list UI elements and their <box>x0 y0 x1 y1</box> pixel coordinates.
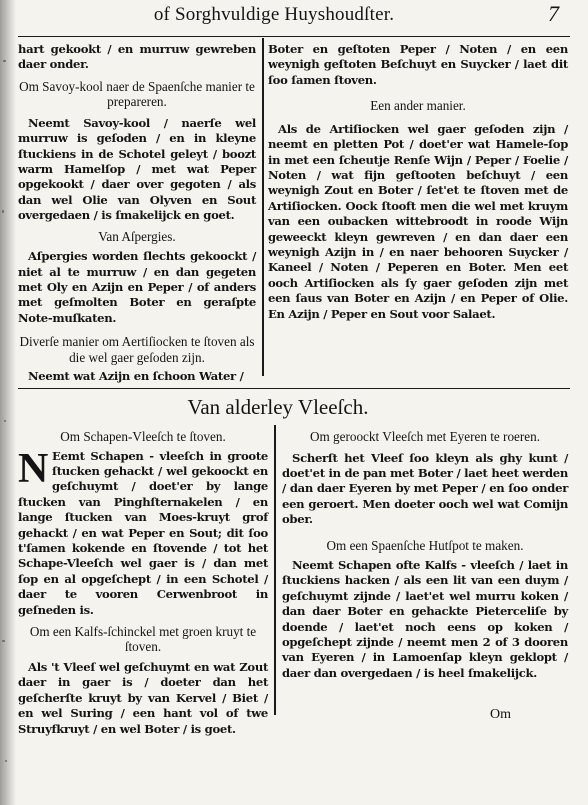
column-divider-top <box>262 38 264 376</box>
section-rule <box>18 388 570 389</box>
main-heading-text: Van alderley Vleeſch. <box>187 395 369 419</box>
section-heading: Om Schapen-Vleeſch te ſtoven. <box>60 429 226 444</box>
page-number: 7 <box>548 1 559 26</box>
header-rule <box>18 36 570 37</box>
section-heading: Om geroockt Vleeſch met Eyeren te roeren. <box>309 429 541 444</box>
section-body: Als de Artiſiocken wel gaer geſoden zijn / neemt en pletten Pot / doet'er wat Hamele-ſop in met een ſcheutje Renſe Wijn / Peper / Foelie / Noten / wat fijn geſtooten beſchuyt / een weynigh Zout en Boter / ſet'et te ſtoven met de Artiſiocken. Oock ſtooft men die wel met kruym van een oubacken wittebroodt in roode Wijn geweeckt kleyn gewreven / en dan daer een weynigh Azijn in / en naer behooren Suycker / Kaneel / Noten / Peperen en Boter. Men eet ooch Artiſiocken als ſy gaer geſoden zijn met een ſaus van Boter en Azijn / en Peper of Olie. En Azijn / Peper en Sout voor Salaet. <box>268 121 568 321</box>
section-body: Neemt Savoy-kool / naerſe wel murruw is geſoden / en in kleyne ſtuckiens in de Schotel geleyt / boozt warm Hamelſop / met wat Peper opgekookt / daer over gegoten / als dan wel Olie van Olyven en Sout overgedaen / is ſmakelijck en goet. <box>18 115 256 223</box>
section-heading: Een ander manier. <box>370 98 466 114</box>
running-title: of Sorghvuldige Huyshoudſter. <box>153 4 395 25</box>
section-body: Neemt wat Azijn en ſchoon Water / <box>28 369 244 384</box>
section-heading: Om Savoy-kool naer de Spaenſche manier te prepareren. <box>19 78 255 110</box>
section-heading: Van Aſpergies. <box>98 228 176 244</box>
paper-speck <box>3 60 6 62</box>
section-heading: Diverſe manier om Aertiſiocken te ſtoven als die wel gaer geſoden zijn. <box>19 334 255 365</box>
bottom-right-column <box>282 429 568 681</box>
paper-speck <box>2 640 5 642</box>
section-body: Neemt Schapen ofte Kalfs - vleeſch / laet in ſtuckiens hacken / als een lit van een duym / geſchuymt zijnde / laet'et wel murru koken / dan daer Boter en gehackte Pieterceliſe by doende / laet'et noch eens op koken / opgeſchept zijnde / neemt men 2 of 3 dooren van Eyeren / in Lamoenſap kleyn geklopt / daer dan overgedaen / is heel ſmakelijck. <box>282 558 568 680</box>
section-body: Als 't Vleeſ wel geſchuymt en wat Zout daer in gaer is / doeter dan het geſcherſte kruyt by van Kervel / Biet / en wel Suring / een hant vol of twe Struyfkruyt / en wel Boter / is goet. <box>18 659 268 736</box>
paper-speck <box>4 420 6 422</box>
section-body: Aſpergies worden ſlechts gekoockt / niet al te murruw / en dan gegeten met Oly en Azijn en Peper / of anders met geſmolten Boter en geraſpte Note-muſkaten. <box>18 249 256 325</box>
paper-speck <box>2 210 4 213</box>
top-right-column <box>268 42 568 322</box>
paper-speck <box>5 760 7 762</box>
column-divider-bottom <box>274 425 276 715</box>
continuation-text: Boter en geſtoten Peper / Noten / en een weynigh geſtoten Beſchuyt en Suycker / laet dit ſoo ſamen ſtoven. <box>268 42 568 87</box>
bottom-left-column <box>18 429 268 737</box>
main-heading <box>0 395 588 420</box>
catchword: Om <box>490 707 511 722</box>
section-body: Eemt Schapen - vleeſch in groote ſtucken gehackt / wel gekoockt en geſchuymt / doet'er by lange ſtucken van Pinghſternakelen / en lange ſtucken van Moes-kruyt grof gehackt / en wat Peper en Sout; dit ſoo t'ſamen kokende en ſtovende / tot het Schape-Vleeſch wel gaer is / dan met ſop en al opgeſchept / in een Schotel / daer te vooren Cerwenbroot in geſneden is. <box>18 448 268 617</box>
section-body: Scherſt het Vleeſ ſoo kleyn als ghy kunt / doet'et in de pan met Boter / laet heet werden / dan daer Eyeren by met Peper / en ſoo onder een geroert. Men doeter ooch wel wat Comijn ober. <box>282 450 568 527</box>
top-left-column <box>18 42 256 385</box>
continuation-text: hart gekookt / en murruw gewreben daer onder. <box>18 42 256 72</box>
running-head <box>0 4 588 26</box>
section-heading: Om een Kalfs-ſchinckel met groen kruyt te ſtoven. <box>29 623 257 655</box>
section-heading: Om een Spaenſche Hutſpot te maken. <box>326 537 524 553</box>
drop-cap: N <box>18 445 49 492</box>
